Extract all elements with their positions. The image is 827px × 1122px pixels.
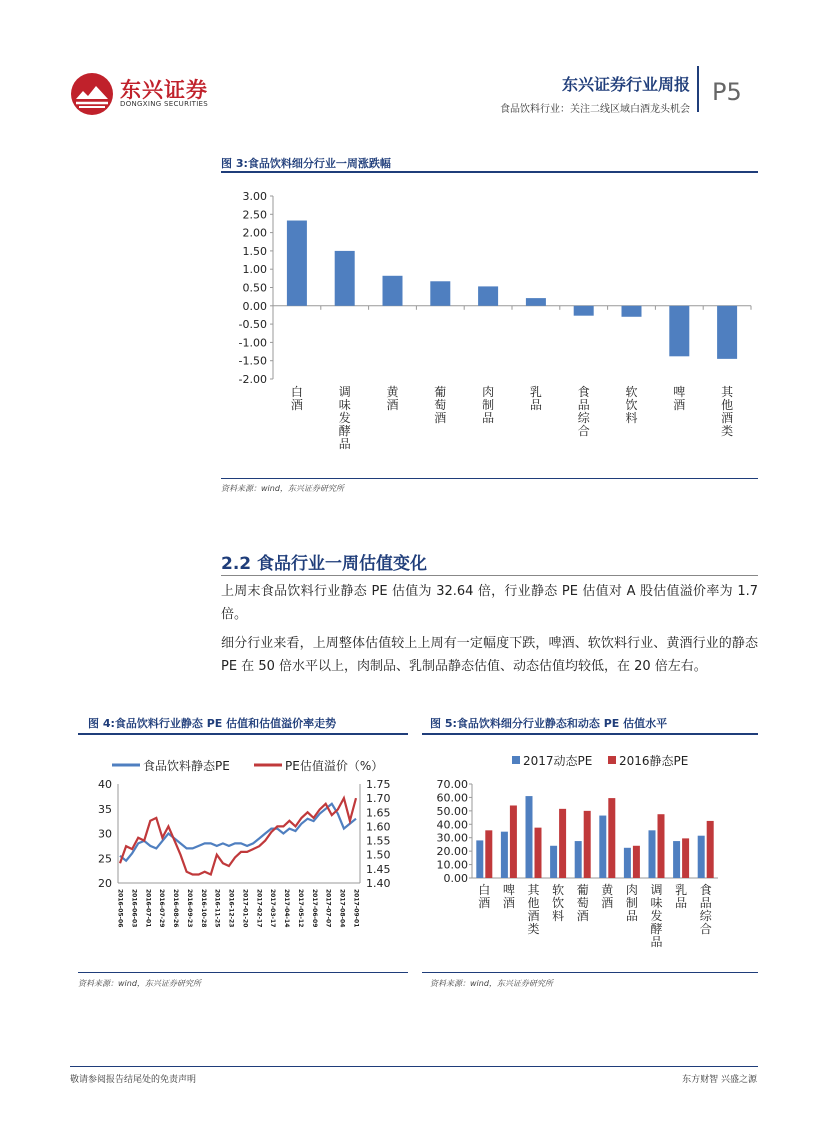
footer-slogan: 东方财智 兴盛之源: [682, 1075, 757, 1085]
fig3-x-label: 调味发酵品: [338, 385, 351, 451]
fig5-bar-2016: [584, 811, 591, 878]
fig4-x-tick-label: 2017-02-17: [255, 889, 263, 928]
fig4-right-tick-label: 1.75: [366, 778, 391, 791]
fig3-bar: [383, 276, 403, 306]
fig3-x-label: 白酒: [290, 385, 303, 412]
fig4-x-tick-label: 2016-07-29: [158, 889, 166, 928]
fig4-bottom-rule: [78, 972, 408, 973]
fig5-title: 图 5:食品饮料细分行业静态和动态 PE 估值水平: [430, 717, 668, 730]
fig5-x-label: 葡萄酒: [576, 883, 589, 923]
fig4-legend-label-pe: 食品饮料静态PE: [143, 759, 230, 773]
fig5-y-tick-label: 60.00: [436, 791, 468, 805]
fig4-x-tick-label: 2016-08-26: [172, 889, 180, 928]
fig4-x-tick-label: 2016-10-28: [199, 889, 207, 928]
fig4-right-tick-label: 1.45: [366, 862, 391, 876]
fig4-legend-label-premium: PE估值溢价（%）: [285, 759, 384, 773]
report-title: 东兴证券行业周报: [561, 75, 690, 94]
fig4-x-tick-label: 2016-07-01: [144, 889, 152, 928]
fig3-source: 资料来源：wind，东兴证券研究所: [221, 484, 344, 493]
fig5-bar-2016: [633, 846, 640, 878]
fig5-source: 资料来源：wind，东兴证券研究所: [430, 979, 553, 988]
fig4-right-tick-label: 1.55: [366, 834, 391, 848]
fig5-y-tick-label: 0.00: [443, 872, 468, 885]
fig5-bar-2016: [707, 821, 714, 878]
fig5-legend-label-2016: 2016静态PE: [619, 754, 689, 768]
fig3-x-label: 黄酒: [386, 385, 399, 412]
fig3-y-tick-label: 1.00: [242, 263, 267, 277]
fig3-x-label: 其他酒类: [721, 385, 734, 438]
fig3-y-tick-label: 2.00: [242, 226, 267, 240]
fig3-y-tick-label: -2.00: [238, 373, 267, 386]
fig3-y-tick-label: 0.50: [242, 281, 267, 295]
fig5-y-tick-label: 40.00: [436, 818, 468, 832]
fig5-bar-2016: [535, 828, 542, 878]
section-title: 2.2 食品行业一周估值变化: [221, 554, 428, 574]
fig3-bar: [287, 221, 307, 306]
header-divider: [697, 66, 699, 112]
fig5-bar-2017: [649, 830, 656, 878]
fig3-bar: [335, 251, 355, 306]
fig5-x-label: 食品综合: [699, 883, 712, 936]
fig3-y-tick-label: 2.50: [242, 208, 267, 222]
fig3-bar: [669, 306, 689, 357]
fig5-y-tick-label: 50.00: [436, 804, 468, 818]
fig4-chart: [78, 740, 408, 970]
fig5-legend-label-2017: 2017动态PE: [523, 754, 593, 768]
logo-chinese-name: 东兴证券: [120, 78, 208, 102]
fig3-x-label: 食品综合: [577, 385, 590, 438]
fig5-x-label: 软饮料: [552, 883, 565, 923]
fig3-bar: [478, 286, 498, 305]
fig3-bar: [622, 306, 642, 317]
paragraph-2: 细分行业来看，上周整体估值较上上周有一定幅度下跌，啤酒、软饮料行业、黄酒行业的静态 PE 在 50 倍水平以上，肉制品、乳制品静态估值、动态估值均较低，在 20 倍左右。: [221, 636, 758, 674]
logo-english-name: DONGXING SECURITIES: [120, 100, 209, 108]
fig4-x-tick-label: 2017-09-01: [352, 889, 360, 928]
fig4-x-tick-label: 2017-03-17: [269, 889, 277, 928]
fig3-y-tick-label: 1.50: [242, 244, 267, 258]
report-subtitle: 食品饮料行业：关注二线区域白酒龙头机会: [500, 104, 690, 115]
fig3-bottom-rule: [221, 478, 758, 479]
fig4-top-rule: [78, 733, 408, 735]
fig4-left-tick-label: 35: [98, 802, 112, 816]
fig3-y-tick-label: -1.50: [238, 354, 267, 368]
fig5-bar-2017: [575, 841, 582, 878]
fig5-x-label: 黄酒: [601, 883, 614, 910]
fig4-left-tick-label: 40: [98, 778, 112, 791]
fig4-x-tick-label: 2017-06-09: [310, 889, 318, 928]
fig5-bar-2016: [658, 814, 665, 878]
fig3-bar: [430, 281, 450, 306]
fig5-bottom-rule: [422, 972, 758, 973]
company-logo-icon: [70, 72, 114, 116]
fig4-right-tick-label: 1.60: [366, 820, 391, 834]
fig5-bar-2017: [698, 836, 705, 878]
footer-rule: [70, 1066, 758, 1067]
fig5-x-label: 啤酒: [502, 883, 515, 910]
fig4-right-tick-label: 1.40: [366, 877, 391, 890]
fig5-x-label: 肉制品: [625, 883, 638, 923]
fig5-x-label: 调味发酵品: [650, 883, 663, 949]
fig3-bar: [526, 298, 546, 306]
fig4-x-tick-label: 2017-08-04: [338, 889, 346, 928]
fig5-bar-2017: [624, 848, 631, 878]
fig3-bar: [717, 306, 737, 359]
fig5-legend-swatch-2016: [608, 756, 616, 764]
fig3-top-rule: [221, 171, 758, 173]
fig3-chart: [221, 180, 758, 475]
fig5-x-label: 白酒: [478, 883, 491, 910]
fig4-line-premium: [120, 798, 356, 874]
fig4-left-tick-label: 30: [98, 827, 112, 841]
fig5-bar-2017: [550, 846, 557, 878]
fig5-bar-2016: [682, 838, 689, 878]
fig5-chart: [422, 740, 758, 970]
fig4-left-tick-label: 25: [98, 852, 112, 866]
fig4-left-tick-label: 20: [98, 877, 112, 890]
fig3-x-label: 软饮料: [625, 385, 638, 425]
fig5-bar-2017: [501, 832, 508, 878]
fig4-x-tick-label: 2017-07-07: [324, 889, 332, 928]
fig5-top-rule: [422, 733, 758, 735]
fig3-x-label: 肉制品: [482, 385, 495, 425]
fig4-right-tick-label: 1.65: [366, 806, 391, 820]
fig4-right-tick-label: 1.50: [366, 848, 391, 862]
fig5-legend-swatch-2017: [512, 756, 520, 764]
fig5-x-label: 其他酒类: [527, 883, 540, 936]
fig4-x-tick-label: 2016-09-23: [185, 889, 193, 928]
fig5-x-label: 乳品: [675, 883, 688, 910]
fig4-title: 图 4:食品饮料行业静态 PE 估值和估值溢价率走势: [88, 717, 337, 730]
fig3-title: 图 3:食品饮料细分行业一周涨跌幅: [221, 157, 391, 170]
fig3-x-label: 葡萄酒: [434, 385, 447, 425]
fig5-y-tick-label: 20.00: [436, 845, 468, 859]
fig4-right-tick-label: 1.70: [366, 792, 391, 806]
fig3-y-tick-label: 3.00: [242, 190, 267, 203]
fig4-x-tick-label: 2017-04-14: [283, 889, 291, 928]
fig5-bar-2016: [608, 798, 615, 878]
fig5-y-tick-label: 10.00: [436, 858, 468, 872]
fig4-x-tick-label: 2016-06-03: [130, 889, 138, 928]
fig4-x-tick-label: 2016-05-06: [116, 889, 124, 928]
section-underline: [221, 575, 758, 576]
fig5-bar-2017: [476, 840, 483, 878]
fig3-y-tick-label: -0.50: [238, 318, 267, 332]
fig4-source: 资料来源：wind，东兴证券研究所: [78, 979, 201, 988]
fig4-line-pe: [120, 804, 356, 861]
fig5-bar-2016: [485, 830, 492, 878]
fig5-bar-2016: [559, 809, 566, 878]
fig4-x-tick-label: 2016-12-23: [227, 889, 235, 928]
fig5-y-tick-label: 30.00: [436, 831, 468, 845]
fig3-y-tick-label: 0.00: [242, 299, 267, 313]
fig3-x-label: 乳品: [529, 385, 542, 412]
paragraph-1: 上周末食品饮料行业静态 PE 估值为 32.64 倍，行业静态 PE 估值对 A 股估值溢价率为 1.7 倍。: [221, 584, 758, 622]
fig5-bar-2017: [526, 796, 533, 878]
fig5-bar-2016: [510, 805, 517, 878]
fig5-bar-2017: [599, 816, 606, 878]
fig4-x-tick-label: 2017-01-20: [241, 889, 249, 928]
page-number: P5: [712, 78, 742, 106]
fig5-bar-2017: [673, 841, 680, 878]
fig3-x-label: 啤酒: [673, 385, 686, 412]
fig5-y-tick-label: 70.00: [436, 778, 468, 791]
fig4-x-tick-label: 2017-05-12: [296, 889, 304, 928]
fig3-bar: [574, 306, 594, 316]
fig3-y-tick-label: -1.00: [238, 336, 267, 350]
fig4-x-tick-label: 2016-11-25: [213, 889, 221, 928]
footer-disclaimer: 敬请参阅报告结尾处的免责声明: [70, 1075, 197, 1085]
